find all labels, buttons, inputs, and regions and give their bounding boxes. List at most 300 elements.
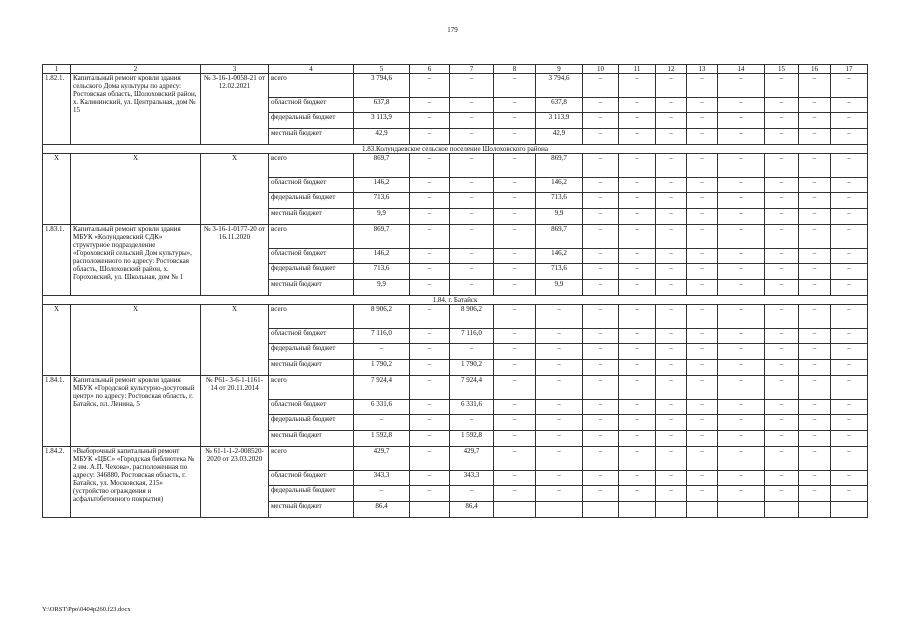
budget-value: – bbox=[494, 129, 536, 145]
budget-value: – bbox=[718, 249, 765, 264]
budget-value: 7 924,4 bbox=[450, 376, 494, 400]
budget-value: – bbox=[831, 329, 868, 344]
budget-value: 8 906,2 bbox=[450, 305, 494, 329]
column-number: 5 bbox=[354, 65, 410, 74]
budget-value: – bbox=[656, 305, 687, 329]
budget-value: – bbox=[718, 264, 765, 280]
budget-value: – bbox=[619, 280, 656, 296]
budget-value: – bbox=[718, 74, 765, 98]
budget-value: 6 331,6 bbox=[354, 400, 410, 415]
budget-value: 146,2 bbox=[354, 178, 410, 193]
budget-value: 713,6 bbox=[536, 264, 583, 280]
budget-value: – bbox=[656, 400, 687, 415]
budget-value: – bbox=[831, 486, 868, 502]
budget-value: – bbox=[718, 178, 765, 193]
budget-value: – bbox=[656, 129, 687, 145]
budget-value: – bbox=[799, 178, 831, 193]
budget-value: – bbox=[583, 376, 619, 400]
budget-value: – bbox=[536, 471, 583, 486]
budget-value: 86,4 bbox=[354, 502, 410, 518]
budget-value: – bbox=[799, 98, 831, 113]
column-number: 10 bbox=[583, 65, 619, 74]
budget-value: – bbox=[656, 344, 687, 360]
column-number: 2 bbox=[71, 65, 201, 74]
section-header-row bbox=[43, 145, 868, 154]
budget-value: – bbox=[583, 329, 619, 344]
budget-value: – bbox=[687, 178, 718, 193]
budget-value: – bbox=[494, 329, 536, 344]
budget-value: – bbox=[687, 280, 718, 296]
budget-value: – bbox=[450, 74, 494, 98]
budget-value: – bbox=[410, 129, 450, 145]
budget-value bbox=[619, 502, 656, 518]
budget-value: – bbox=[718, 415, 765, 431]
budget-source-label: всего bbox=[269, 74, 354, 98]
budget-value: – bbox=[656, 178, 687, 193]
budget-value: – bbox=[619, 129, 656, 145]
budget-value: – bbox=[583, 74, 619, 98]
budget-value bbox=[656, 502, 687, 518]
budget-value: – bbox=[536, 415, 583, 431]
entry-document: № 3-16-1-0058-21 от 12.02.2021 bbox=[201, 74, 269, 145]
budget-value: – bbox=[765, 129, 799, 145]
budget-value: – bbox=[687, 431, 718, 447]
budget-value: 146,2 bbox=[536, 249, 583, 264]
budget-value: – bbox=[687, 154, 718, 178]
budget-value: – bbox=[619, 329, 656, 344]
budget-value: – bbox=[619, 209, 656, 225]
budget-value: – bbox=[831, 209, 868, 225]
budget-source-label: федеральный бюджет bbox=[269, 415, 354, 431]
budget-value: – bbox=[687, 74, 718, 98]
entry-document: № 61-1-1-2-008520-2020 от 23.03.2020 bbox=[201, 447, 269, 518]
budget-value: – bbox=[765, 344, 799, 360]
budget-value: – bbox=[656, 264, 687, 280]
budget-value: – bbox=[410, 447, 450, 471]
budget-value: – bbox=[583, 225, 619, 249]
budget-value: – bbox=[410, 360, 450, 376]
budget-value: – bbox=[583, 471, 619, 486]
budget-value: 869,7 bbox=[354, 225, 410, 249]
budget-value: – bbox=[410, 154, 450, 178]
budget-value: – bbox=[494, 360, 536, 376]
budget-source-label: федеральный бюджет bbox=[269, 113, 354, 129]
budget-value: – bbox=[619, 264, 656, 280]
budget-value: – bbox=[410, 74, 450, 98]
entry-name: Х bbox=[71, 154, 201, 225]
budget-value: – bbox=[656, 329, 687, 344]
section-title: 1.83.Колундаевское сельское поселение Шолоховского района bbox=[43, 145, 868, 154]
budget-source-label: местный бюджет bbox=[269, 280, 354, 296]
budget-value bbox=[410, 502, 450, 518]
budget-value: 3 113,9 bbox=[354, 113, 410, 129]
entry-name: Капитальный ремонт кровли здания сельского Дома культуры по адресу: Ростовская область, Шолоховский район, х. Калининский, ул. Центральная, дом № 15 bbox=[71, 74, 201, 145]
budget-value: – bbox=[718, 305, 765, 329]
budget-value: – bbox=[536, 486, 583, 502]
budget-value: – bbox=[687, 447, 718, 471]
budget-value: – bbox=[619, 249, 656, 264]
budget-value: – bbox=[799, 329, 831, 344]
budget-value: 429,7 bbox=[354, 447, 410, 471]
budget-value: – bbox=[410, 471, 450, 486]
budget-value: 869,7 bbox=[354, 154, 410, 178]
budget-value: – bbox=[718, 193, 765, 209]
budget-value: – bbox=[583, 447, 619, 471]
budget-value: 9,9 bbox=[536, 280, 583, 296]
budget-source-label: федеральный бюджет bbox=[269, 264, 354, 280]
budget-value: – bbox=[494, 74, 536, 98]
budget-value: – bbox=[583, 264, 619, 280]
budget-value: – bbox=[583, 249, 619, 264]
budget-value: – bbox=[619, 154, 656, 178]
budget-value: – bbox=[765, 280, 799, 296]
budget-value: – bbox=[656, 74, 687, 98]
budget-value: – bbox=[687, 400, 718, 415]
budget-source-label: местный бюджет bbox=[269, 502, 354, 518]
column-number-row bbox=[43, 65, 868, 74]
budget-value: – bbox=[765, 471, 799, 486]
budget-value: 713,6 bbox=[354, 193, 410, 209]
budget-source-label: всего bbox=[269, 225, 354, 249]
budget-value: – bbox=[583, 305, 619, 329]
budget-value: – bbox=[656, 225, 687, 249]
budget-value: – bbox=[765, 74, 799, 98]
budget-value: 146,2 bbox=[536, 178, 583, 193]
budget-value: – bbox=[656, 193, 687, 209]
budget-value: 713,6 bbox=[536, 193, 583, 209]
budget-value: – bbox=[656, 486, 687, 502]
budget-value: 3 794,6 bbox=[354, 74, 410, 98]
budget-value: – bbox=[831, 193, 868, 209]
budget-value: – bbox=[687, 113, 718, 129]
budget-value: – bbox=[718, 344, 765, 360]
entry-id: Х bbox=[43, 305, 71, 376]
budget-value: – bbox=[619, 431, 656, 447]
budget-value: – bbox=[687, 209, 718, 225]
budget-value: – bbox=[765, 376, 799, 400]
budget-value: – bbox=[536, 447, 583, 471]
budget-value: – bbox=[536, 329, 583, 344]
budget-value: – bbox=[799, 280, 831, 296]
budget-value: – bbox=[583, 360, 619, 376]
budget-value: – bbox=[687, 376, 718, 400]
budget-value: – bbox=[799, 74, 831, 98]
budget-value: – bbox=[765, 209, 799, 225]
budget-row bbox=[43, 447, 868, 471]
budget-value: – bbox=[656, 280, 687, 296]
budget-value: – bbox=[619, 305, 656, 329]
budget-value: 9,9 bbox=[536, 209, 583, 225]
budget-value: – bbox=[494, 305, 536, 329]
budget-value bbox=[494, 502, 536, 518]
budget-value: – bbox=[765, 113, 799, 129]
budget-value: – bbox=[619, 376, 656, 400]
budget-value: – bbox=[619, 486, 656, 502]
budget-value: – bbox=[799, 209, 831, 225]
budget-value: – bbox=[831, 305, 868, 329]
budget-value: – bbox=[765, 360, 799, 376]
budget-value: – bbox=[656, 154, 687, 178]
budget-value: 42,9 bbox=[354, 129, 410, 145]
budget-source-label: федеральный бюджет bbox=[269, 486, 354, 502]
budget-value: – bbox=[799, 471, 831, 486]
budget-value: – bbox=[831, 129, 868, 145]
budget-source-label: областной бюджет bbox=[269, 249, 354, 264]
budget-value: 637,8 bbox=[354, 98, 410, 113]
entry-name: Капитальный ремонт кровли здания МБУК «Колундаевский СДК» структурное подразделение «Гороховский сельский Дом культуры», расположенного по адресу: Ростовская область, Шолоховский район, х. Гороховский, ул. Школьная, дом № 1 bbox=[71, 225, 201, 296]
budget-value: – bbox=[656, 376, 687, 400]
budget-value: – bbox=[656, 447, 687, 471]
budget-value bbox=[718, 502, 765, 518]
budget-value: 7 116,0 bbox=[450, 329, 494, 344]
column-number: 6 bbox=[410, 65, 450, 74]
budget-value: – bbox=[656, 98, 687, 113]
entry-id: Х bbox=[43, 154, 71, 225]
budget-value: 146,2 bbox=[354, 249, 410, 264]
budget-value: – bbox=[799, 400, 831, 415]
budget-value: – bbox=[831, 225, 868, 249]
budget-value: – bbox=[619, 193, 656, 209]
budget-value: – bbox=[494, 415, 536, 431]
budget-value: – bbox=[656, 209, 687, 225]
budget-row bbox=[43, 376, 868, 400]
budget-value: – bbox=[494, 178, 536, 193]
budget-value: 8 906,2 bbox=[354, 305, 410, 329]
budget-source-label: всего bbox=[269, 305, 354, 329]
budget-value: – bbox=[354, 344, 410, 360]
budget-value: – bbox=[831, 98, 868, 113]
entry-document: Х bbox=[201, 154, 269, 225]
budget-value: – bbox=[494, 344, 536, 360]
budget-value: 6 331,6 bbox=[450, 400, 494, 415]
budget-value: 343,3 bbox=[354, 471, 410, 486]
budget-value: 86,4 bbox=[450, 502, 494, 518]
budget-value: – bbox=[831, 74, 868, 98]
budget-value: – bbox=[765, 178, 799, 193]
entry-id: 1.83.1. bbox=[43, 225, 71, 296]
budget-value: – bbox=[831, 154, 868, 178]
column-number: 13 bbox=[687, 65, 718, 74]
entry-name: Капитальный ремонт кровли здания МБУК «Городской культурно-досуговый центр» по адресу: Ростовская область, г. Батайск, пл. Ленина, 5 bbox=[71, 376, 201, 447]
budget-value: – bbox=[450, 486, 494, 502]
budget-value: – bbox=[410, 178, 450, 193]
entry-name: «Выборочный капитальный ремонт МБУК «ЦБС» «Городская библиотека № 2 им. А.П. Чехова», расположенная по адресу: 346880, Ростовская область, г. Батайск, ул. Московская, 215» (устройство ограждения и асфальтобетонного покрытия) bbox=[71, 447, 201, 518]
budget-value: – bbox=[619, 113, 656, 129]
budget-value: – bbox=[410, 376, 450, 400]
budget-value: – bbox=[494, 280, 536, 296]
budget-value: – bbox=[410, 329, 450, 344]
budget-value bbox=[799, 502, 831, 518]
budget-row bbox=[43, 74, 868, 98]
budget-value: – bbox=[410, 431, 450, 447]
budget-value: – bbox=[583, 113, 619, 129]
budget-value: 42,9 bbox=[536, 129, 583, 145]
budget-value: – bbox=[450, 264, 494, 280]
budget-source-label: областной бюджет bbox=[269, 400, 354, 415]
budget-value: – bbox=[583, 98, 619, 113]
budget-value: 713,6 bbox=[354, 264, 410, 280]
budget-source-label: местный бюджет bbox=[269, 209, 354, 225]
budget-value: – bbox=[450, 193, 494, 209]
budget-value: – bbox=[494, 486, 536, 502]
budget-value: – bbox=[765, 225, 799, 249]
budget-source-label: федеральный бюджет bbox=[269, 344, 354, 360]
section-title: 1.84. г. Батайск bbox=[43, 296, 868, 305]
budget-value: – bbox=[410, 415, 450, 431]
budget-value: – bbox=[831, 280, 868, 296]
budget-value: – bbox=[450, 249, 494, 264]
budget-value bbox=[765, 502, 799, 518]
budget-value: – bbox=[354, 486, 410, 502]
budget-value: – bbox=[619, 471, 656, 486]
budget-value: – bbox=[687, 249, 718, 264]
budget-value: – bbox=[619, 447, 656, 471]
budget-value: – bbox=[494, 400, 536, 415]
budget-value: – bbox=[831, 400, 868, 415]
budget-value: – bbox=[410, 486, 450, 502]
budget-value: – bbox=[494, 193, 536, 209]
budget-value: – bbox=[410, 305, 450, 329]
budget-value: – bbox=[450, 280, 494, 296]
budget-source-label: местный бюджет bbox=[269, 360, 354, 376]
budget-value: – bbox=[410, 209, 450, 225]
budget-value: – bbox=[831, 447, 868, 471]
column-number: 9 bbox=[536, 65, 583, 74]
budget-value: – bbox=[718, 280, 765, 296]
budget-value: – bbox=[656, 113, 687, 129]
budget-value: 9,9 bbox=[354, 280, 410, 296]
budget-value: – bbox=[687, 329, 718, 344]
entry-id: 1.84.2. bbox=[43, 447, 71, 518]
budget-value: – bbox=[494, 98, 536, 113]
budget-value: – bbox=[718, 98, 765, 113]
budget-source-label: всего bbox=[269, 376, 354, 400]
budget-source-label: местный бюджет bbox=[269, 431, 354, 447]
budget-value: 7 924,4 bbox=[354, 376, 410, 400]
budget-value: – bbox=[494, 249, 536, 264]
budget-value: – bbox=[410, 264, 450, 280]
budget-value: – bbox=[799, 360, 831, 376]
budget-value: – bbox=[799, 376, 831, 400]
column-number: 1 bbox=[43, 65, 71, 74]
budget-value: – bbox=[765, 249, 799, 264]
budget-value: – bbox=[494, 471, 536, 486]
budget-source-label: областной бюджет bbox=[269, 98, 354, 113]
budget-value: – bbox=[831, 471, 868, 486]
budget-value: – bbox=[799, 154, 831, 178]
budget-value: – bbox=[718, 376, 765, 400]
budget-value: – bbox=[583, 400, 619, 415]
budget-value: – bbox=[799, 447, 831, 471]
page-number: 179 bbox=[447, 26, 458, 34]
budget-value: – bbox=[494, 431, 536, 447]
budget-value: – bbox=[583, 280, 619, 296]
budget-value: – bbox=[410, 225, 450, 249]
budget-value: – bbox=[687, 98, 718, 113]
budget-value: – bbox=[536, 344, 583, 360]
budget-value: – bbox=[687, 264, 718, 280]
budget-value: – bbox=[718, 154, 765, 178]
budget-value: – bbox=[718, 209, 765, 225]
budget-value: – bbox=[450, 209, 494, 225]
budget-source-label: областной бюджет bbox=[269, 329, 354, 344]
budget-value: – bbox=[450, 178, 494, 193]
budget-value: – bbox=[765, 305, 799, 329]
budget-value: – bbox=[799, 129, 831, 145]
budget-value: – bbox=[583, 154, 619, 178]
budget-value: – bbox=[619, 344, 656, 360]
budget-value: – bbox=[583, 129, 619, 145]
entry-document: № 3-16-1-0177-20 от 16.11.2020 bbox=[201, 225, 269, 296]
budget-value: – bbox=[765, 431, 799, 447]
budget-value: – bbox=[450, 98, 494, 113]
budget-value: – bbox=[536, 431, 583, 447]
budget-value: – bbox=[536, 376, 583, 400]
budget-value: 1 592,8 bbox=[450, 431, 494, 447]
budget-value: – bbox=[450, 113, 494, 129]
budget-value: – bbox=[410, 98, 450, 113]
budget-value: 1 592,8 bbox=[354, 431, 410, 447]
budget-value: – bbox=[583, 415, 619, 431]
budget-value: – bbox=[536, 360, 583, 376]
budget-value: – bbox=[765, 154, 799, 178]
budget-value: – bbox=[450, 129, 494, 145]
budget-value: – bbox=[410, 344, 450, 360]
budget-value: – bbox=[765, 415, 799, 431]
budget-value: 7 116,0 bbox=[354, 329, 410, 344]
budget-value: – bbox=[831, 264, 868, 280]
budget-value: – bbox=[494, 154, 536, 178]
budget-value: – bbox=[687, 225, 718, 249]
budget-value: – bbox=[799, 264, 831, 280]
budget-value: – bbox=[494, 376, 536, 400]
column-number: 7 bbox=[450, 65, 494, 74]
entry-id: 1.82.1. bbox=[43, 74, 71, 145]
budget-value bbox=[831, 502, 868, 518]
budget-table bbox=[42, 64, 868, 518]
budget-value: – bbox=[494, 209, 536, 225]
budget-value: 869,7 bbox=[536, 225, 583, 249]
budget-value: – bbox=[656, 249, 687, 264]
budget-value: – bbox=[494, 113, 536, 129]
budget-value: – bbox=[831, 360, 868, 376]
budget-value: 343,3 bbox=[450, 471, 494, 486]
budget-source-label: федеральный бюджет bbox=[269, 193, 354, 209]
budget-value: – bbox=[619, 74, 656, 98]
column-number: 8 bbox=[494, 65, 536, 74]
budget-row bbox=[43, 305, 868, 329]
budget-value bbox=[687, 502, 718, 518]
budget-value: – bbox=[494, 264, 536, 280]
budget-value: – bbox=[799, 305, 831, 329]
budget-value: – bbox=[765, 447, 799, 471]
budget-value: – bbox=[687, 486, 718, 502]
budget-value: – bbox=[494, 225, 536, 249]
budget-value: – bbox=[410, 400, 450, 415]
budget-source-label: областной бюджет bbox=[269, 178, 354, 193]
file-path-footer: Y:\ORST\Ppo\0404p260.f23.docx bbox=[42, 606, 131, 613]
column-number: 14 bbox=[718, 65, 765, 74]
budget-value: – bbox=[410, 193, 450, 209]
budget-value: – bbox=[687, 193, 718, 209]
budget-value: – bbox=[799, 249, 831, 264]
budget-value: – bbox=[718, 329, 765, 344]
budget-value: – bbox=[718, 486, 765, 502]
budget-value: – bbox=[619, 98, 656, 113]
budget-value: – bbox=[718, 431, 765, 447]
budget-value: – bbox=[619, 225, 656, 249]
budget-value: 3 794,6 bbox=[536, 74, 583, 98]
